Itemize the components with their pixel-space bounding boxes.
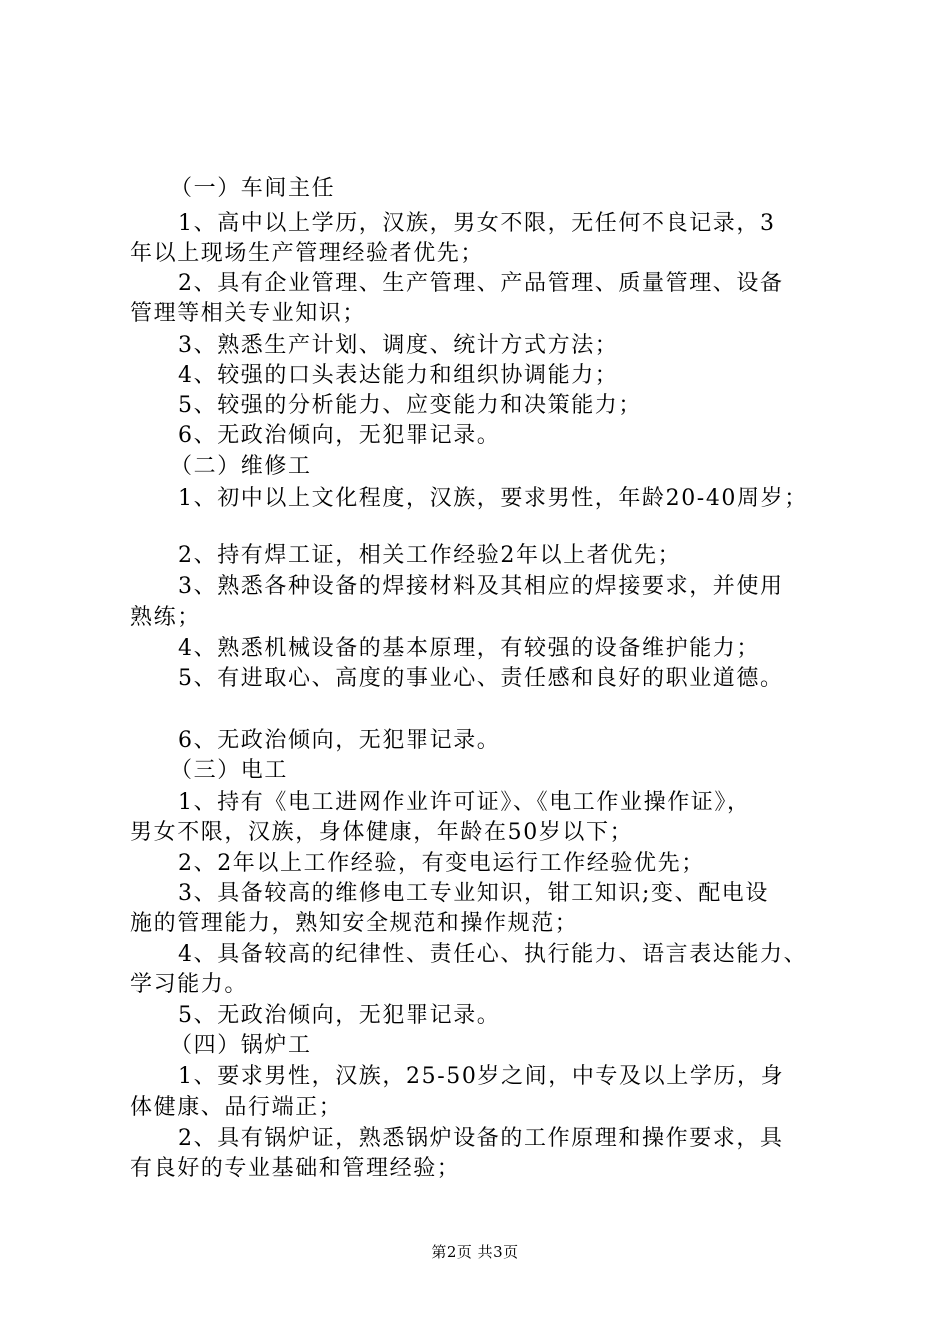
paragraph-line: 2、具有企业管理、生产管理、产品管理、质量管理、设备 — [178, 271, 784, 296]
paragraph-line: 管理等相关专业知识； — [130, 301, 367, 326]
paragraph-line: 6、无政治倾向，无犯罪记录。 — [178, 728, 501, 753]
section-heading-boiler-worker: （四）锅炉工 — [170, 1033, 312, 1058]
paragraph-line: 3、熟悉生产计划、调度、统计方式方法； — [178, 333, 619, 358]
section-heading-workshop-director: （一）车间主任 — [170, 176, 336, 201]
paragraph-line: 2、持有焊工证，相关工作经验2年以上者优先； — [178, 543, 682, 568]
paragraph-line: 2、具有锅炉证，熟悉锅炉设备的工作原理和操作要求，具 — [178, 1126, 784, 1151]
paragraph-line: 5、有进取心、高度的事业心、责任感和良好的职业道德。 — [178, 666, 784, 691]
paragraph-line: 3、具备较高的维修电工专业知识，钳工知识;变、配电设 — [178, 881, 770, 906]
paragraph-line: 4、熟悉机械设备的基本原理，有较强的设备维护能力； — [178, 636, 760, 661]
paragraph-line: 5、较强的分析能力、应变能力和决策能力； — [178, 393, 642, 418]
paragraph-line: 熟练； — [130, 605, 201, 630]
section-heading-maintenance-worker: （二）维修工 — [170, 454, 312, 479]
paragraph-line: 学习能力。 — [130, 972, 249, 997]
page-number-footer: 第2页 共3页 — [431, 1243, 519, 1261]
paragraph-line: 年以上现场生产管理经验者优先； — [130, 241, 485, 266]
paragraph-line: 4、具备较高的纪律性、责任心、执行能力、语言表达能力、 — [178, 942, 808, 967]
paragraph-line: 有良好的专业基础和管理经验； — [130, 1156, 461, 1181]
paragraph-line: 体健康、品行端正； — [130, 1095, 343, 1120]
paragraph-line: 6、无政治倾向，无犯罪记录。 — [178, 423, 501, 448]
paragraph-line: 男女不限，汉族，身体健康，年龄在50岁以下； — [130, 820, 634, 845]
section-heading-electrician: （三）电工 — [170, 758, 289, 783]
paragraph-line: 1、高中以上学历，汉族，男女不限，无任何不良记录，3 — [178, 211, 776, 236]
paragraph-line: 2、2年以上工作经验，有变电运行工作经验优先； — [178, 851, 705, 876]
paragraph-line: 4、较强的口头表达能力和组织协调能力； — [178, 363, 619, 388]
paragraph-line: 1、要求男性，汉族，25-50岁之间，中专及以上学历，身 — [178, 1064, 785, 1089]
paragraph-line: 施的管理能力，熟知安全规范和操作规范； — [130, 911, 579, 936]
paragraph-line: 1、初中以上文化程度，汉族，要求男性，年龄20-40周岁； — [178, 486, 808, 511]
paragraph-line: 1、持有《电工进网作业许可证》、《电工作业操作证》， — [178, 790, 751, 815]
paragraph-line: 5、无政治倾向，无犯罪记录。 — [178, 1003, 501, 1028]
paragraph-line: 3、熟悉各种设备的焊接材料及其相应的焊接要求，并使用 — [178, 574, 784, 599]
